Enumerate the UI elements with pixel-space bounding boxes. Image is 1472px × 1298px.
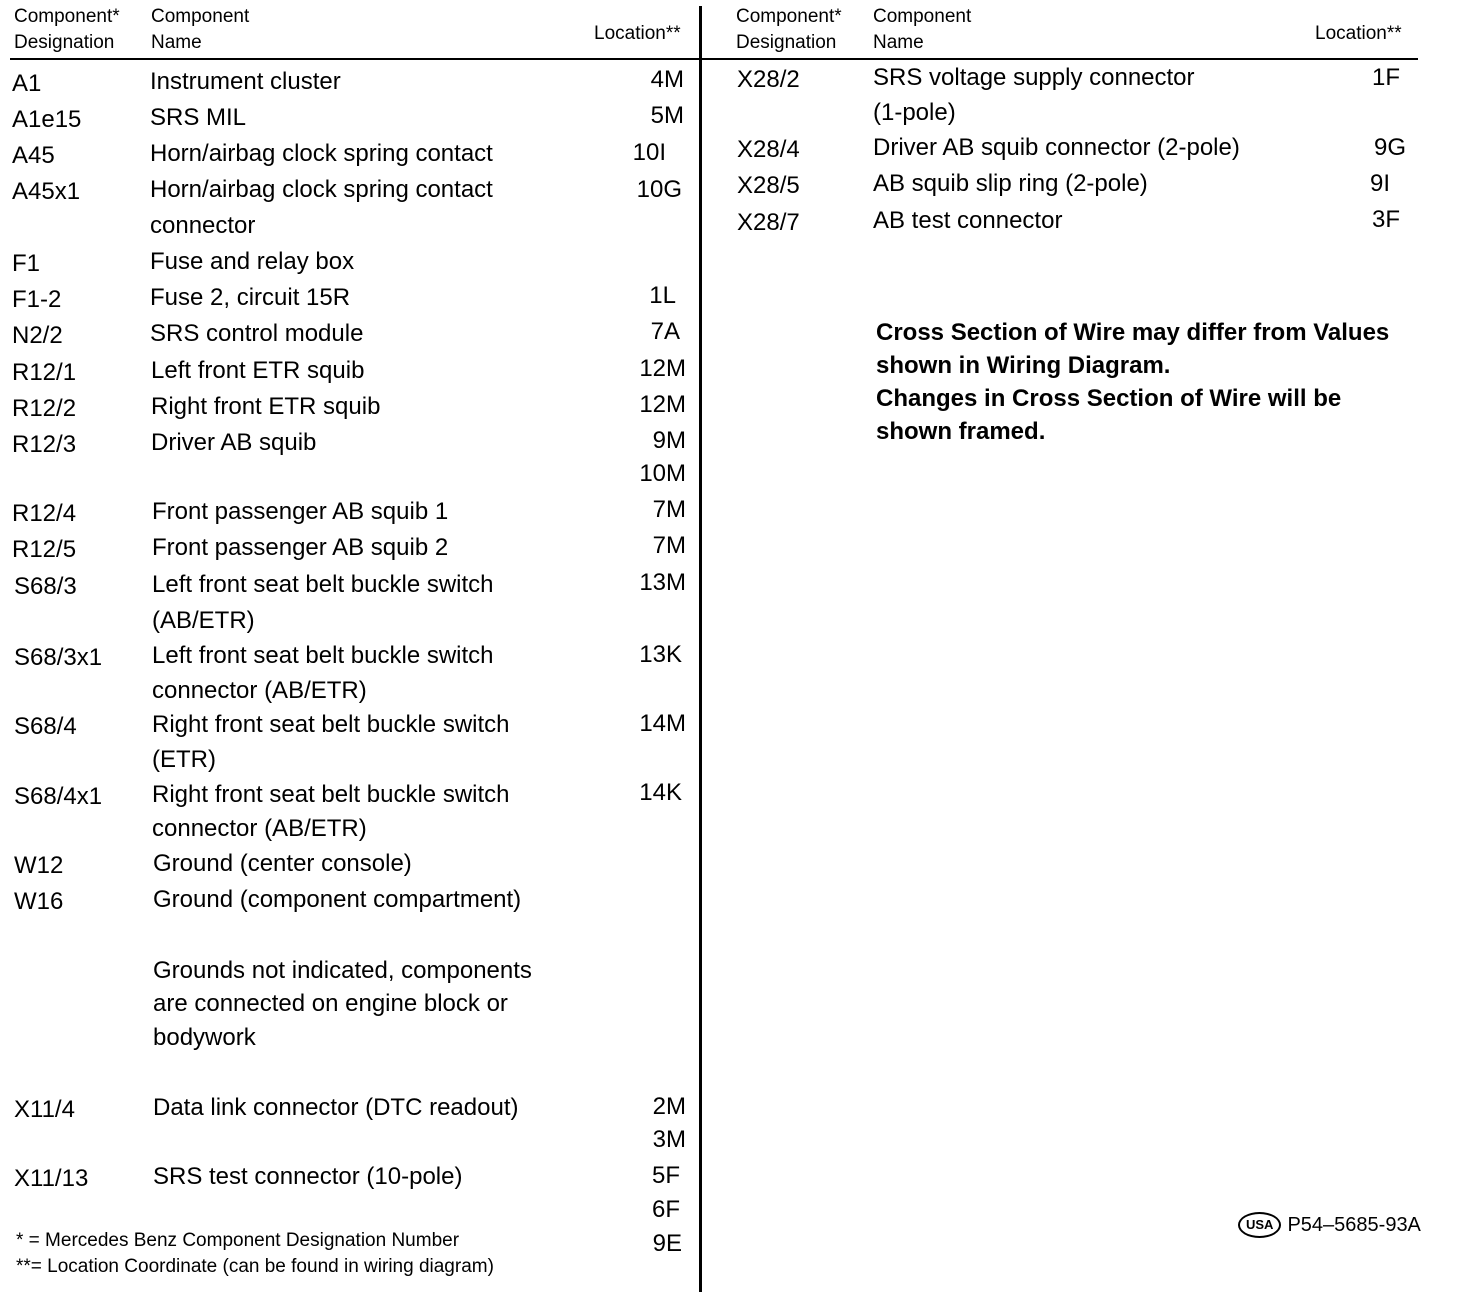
table-row-designation: S68/3 — [14, 573, 77, 600]
right-header-name: Component Name — [873, 6, 972, 53]
table-row-designation: S68/4x1 — [14, 783, 103, 810]
table-row-name: AB squib slip ring (2-pole) — [873, 170, 1148, 197]
table-row-designation: F1-2 — [12, 286, 62, 313]
table-row-designation: X28/5 — [737, 172, 800, 199]
table-row-name: Data link connector (DTC readout) — [153, 1094, 519, 1121]
table-row-location: 10I — [632, 139, 666, 166]
column-divider — [699, 6, 702, 1292]
left-header-rule — [10, 58, 700, 60]
table-row-name-cont: connector (AB/ETR) — [152, 815, 367, 842]
table-row-name: Left front seat belt buckle switch — [152, 642, 494, 669]
table-row-location: 9M — [652, 427, 686, 454]
table-row-location: 3M — [652, 1126, 686, 1153]
table-row-name-cont: connector (AB/ETR) — [152, 677, 367, 704]
right-header-rule — [702, 58, 1418, 60]
right-header-location: Location** — [1315, 23, 1402, 44]
figure-reference — [1238, 1212, 1421, 1238]
wire-cross-section-note: Cross Section of Wire may differ from Values shown in Wiring Diagram. Changes in Cross Section of Wire will be shown framed. — [876, 319, 1390, 445]
table-row-designation: R12/4 — [12, 500, 77, 527]
table-row-location: 1F — [1371, 64, 1400, 91]
grounds-note: Grounds not indicated, components — [153, 957, 532, 984]
table-row-location: 1L — [649, 282, 676, 309]
table-row-name: Left front ETR squib — [151, 357, 365, 384]
table-row-name: Fuse 2, circuit 15R — [150, 284, 351, 311]
table-row-location: 2M — [652, 1093, 686, 1120]
table-row-designation: S68/4 — [14, 713, 77, 740]
table-row-location: 9G — [1373, 134, 1406, 161]
table-row-name: SRS MIL — [150, 104, 247, 131]
table-row-name-cont: connector — [150, 212, 256, 239]
table-row-name-cont: (ETR) — [152, 746, 216, 773]
table-row-designation: N2/2 — [12, 322, 63, 349]
table-row-name: SRS control module — [150, 320, 364, 347]
table-row-designation: A1 — [12, 70, 42, 97]
table-row-designation: X28/2 — [737, 66, 800, 93]
table-row-name: AB test connector — [873, 207, 1063, 234]
table-row-location: 12M — [639, 355, 686, 382]
table-row-designation: A45x1 — [12, 178, 81, 205]
table-row-location: 10M — [639, 460, 686, 487]
table-row-designation: X28/7 — [737, 209, 800, 236]
table-row-designation: R12/1 — [12, 359, 77, 386]
table-row-location: 12M — [639, 391, 686, 418]
table-row-location: 14M — [639, 710, 686, 737]
table-row-designation: X28/4 — [737, 136, 800, 163]
table-row-designation: R12/2 — [12, 395, 77, 422]
right-header-designation: Component* Designation — [736, 6, 842, 53]
figure-code: P54–5685-93A — [1287, 1213, 1421, 1236]
table-row-name: Horn/airbag clock spring contact — [150, 140, 493, 167]
table-row-location: 7A — [650, 318, 680, 345]
table-row-location: 6F — [651, 1196, 680, 1223]
table-row-location: 9I — [1369, 170, 1390, 197]
table-row-location: 7M — [652, 496, 686, 523]
table-row-name: Horn/airbag clock spring contact — [150, 176, 493, 203]
table-row-designation: X11/4 — [14, 1096, 75, 1123]
table-row-name: Front passenger AB squib 1 — [152, 498, 449, 525]
table-row-designation: A45 — [12, 142, 55, 169]
table-row-name: Right front ETR squib — [151, 393, 381, 420]
table-row-name: Instrument cluster — [150, 68, 341, 95]
table-row-name: Ground (component compartment) — [153, 886, 522, 913]
table-row-name: Left front seat belt buckle switch — [152, 571, 494, 598]
table-row-designation: A1e15 — [12, 106, 82, 133]
table-row-name-cont: (1-pole) — [873, 99, 956, 126]
usa-badge-icon: USA — [1238, 1212, 1281, 1238]
table-row-name: Right front seat belt buckle switch — [152, 781, 510, 808]
table-row-designation: X11/13 — [14, 1165, 89, 1192]
table-row-designation: W16 — [14, 888, 64, 915]
table-row-location: 7M — [652, 532, 686, 559]
table-row-name: SRS voltage supply connector — [873, 64, 1195, 91]
table-row-designation: F1 — [12, 250, 41, 277]
table-row-name: Ground (center console) — [153, 850, 412, 877]
footnote-designation: * = Mercedes Benz Component Designation Number — [16, 1230, 460, 1251]
footnote-location: **= Location Coordinate (can be found in wiring diagram) — [16, 1256, 494, 1277]
table-row-name: Fuse and relay box — [150, 248, 355, 275]
table-row-location: 14K — [639, 779, 682, 806]
table-row-name: SRS test connector (10-pole) — [153, 1163, 463, 1190]
table-row-designation: W12 — [14, 852, 64, 879]
table-row-location: 4M — [650, 66, 684, 93]
table-row-name: Front passenger AB squib 2 — [152, 534, 449, 561]
table-row-designation: R12/3 — [12, 431, 77, 458]
table-row-name: Driver AB squib connector (2-pole) — [873, 134, 1240, 161]
grounds-note-cont: are connected on engine block or — [153, 990, 508, 1017]
table-row-location: 5M — [650, 102, 684, 129]
table-row-designation: S68/3x1 — [14, 644, 103, 671]
table-row-location: 3F — [1371, 206, 1400, 233]
table-row-name: Right front seat belt buckle switch — [152, 711, 510, 738]
table-row-location: 13K — [639, 641, 682, 668]
table-row-name-cont: (AB/ETR) — [152, 607, 255, 634]
left-header-designation: Component* Designation — [14, 6, 120, 53]
table-row-location: 10G — [636, 176, 682, 203]
grounds-note-cont: bodywork — [153, 1024, 256, 1051]
table-row-designation: R12/5 — [12, 536, 77, 563]
table-row-location: 9E — [652, 1230, 682, 1257]
table-row-location: 5F — [651, 1162, 680, 1189]
table-row-name: Driver AB squib — [151, 429, 317, 456]
left-header-location: Location** — [594, 23, 681, 44]
table-row-location: 13M — [639, 569, 686, 596]
left-header-name: Component Name — [151, 6, 250, 53]
